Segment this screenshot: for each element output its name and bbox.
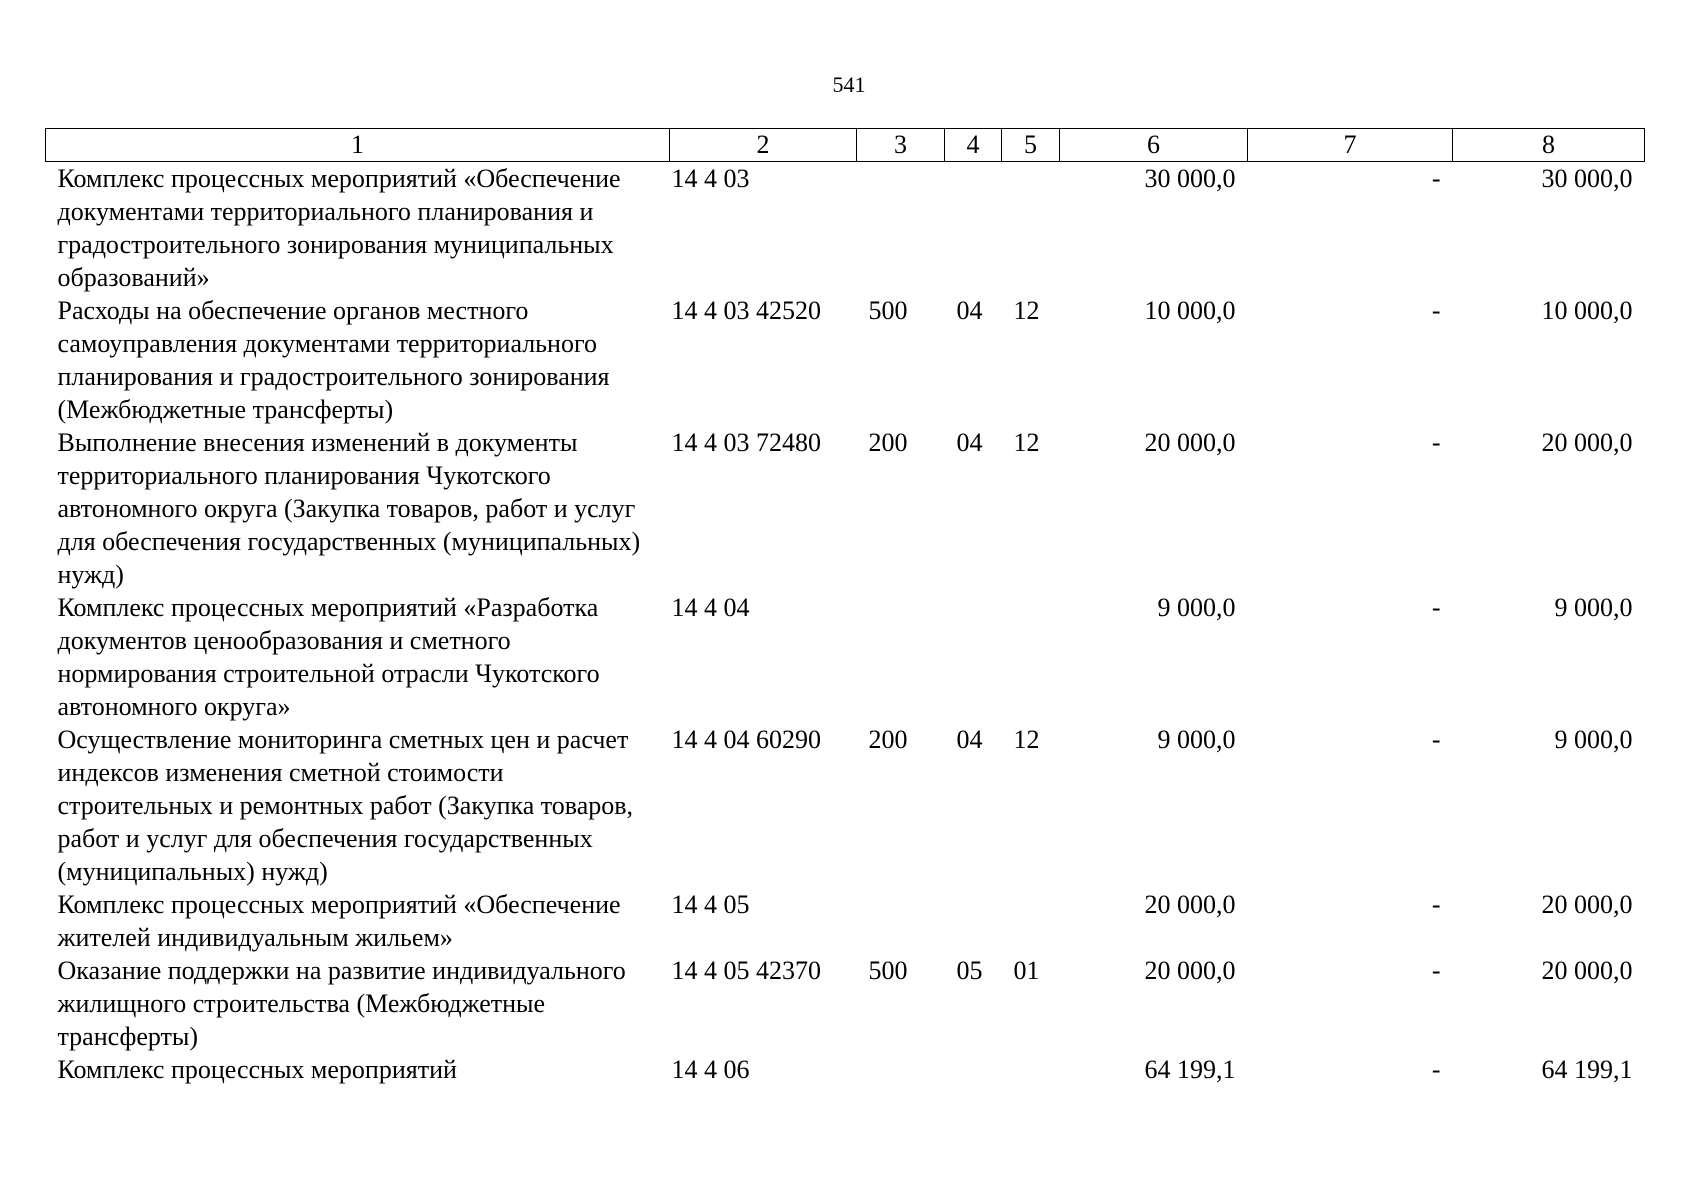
column-header-5: 5 — [1002, 129, 1060, 162]
row-col-6: 9 000,0 — [1157, 725, 1236, 754]
row-col-5: 12 — [1013, 725, 1040, 754]
row-col-6: 30 000,0 — [1144, 164, 1236, 193]
row-col-8: 10 000,0 — [1541, 296, 1633, 325]
row-col-6: 20 000,0 — [1144, 890, 1236, 919]
row-col-5 — [1002, 162, 1060, 295]
row-col-3: 500 — [868, 296, 908, 325]
page-number: 541 — [832, 72, 866, 97]
row-col-6: 20 000,0 — [1144, 428, 1236, 457]
table-row — [46, 723, 1645, 888]
row-col-7: - — [1431, 1055, 1441, 1084]
row-code: 14 4 05 — [671, 890, 750, 919]
row-col-7: - — [1431, 890, 1441, 919]
row-col-4 — [945, 888, 1002, 954]
row-name: Комплекс процессных мероприятий «Обеспечение жителей индивидуальным жильем» — [57, 890, 621, 952]
row-col-8: 20 000,0 — [1541, 890, 1633, 919]
table-row — [46, 162, 1645, 295]
row-name: Комплекс процессных мероприятий «Разработка документов ценообразования и сметного нормирования строительной отрасли Чукотского автономного округа» — [57, 593, 600, 721]
row-name: Осуществление мониторинга сметных цен и расчет индексов изменения сметной стоимости строительных и ремонтных работ (Закупка товаров, работ и услуг для обеспечения государственных (муниципальных) нужд) — [57, 725, 634, 886]
row-col-6: 64 199,1 — [1144, 1055, 1236, 1084]
row-col-3 — [857, 591, 945, 723]
row-col-4 — [945, 1053, 1002, 1086]
row-col-8: 20 000,0 — [1541, 428, 1633, 457]
column-header-1: 1 — [46, 129, 670, 162]
row-name: Оказание поддержки на развитие индивидуального жилищного строительства (Межбюджетные трансферты) — [57, 956, 626, 1051]
column-header-4: 4 — [945, 129, 1002, 162]
row-code: 14 4 04 60290 — [671, 725, 821, 754]
row-col-3 — [857, 162, 945, 295]
row-col-4: 04 — [956, 428, 983, 457]
row-col-7: - — [1431, 296, 1441, 325]
row-name: Выполнение внесения изменений в документы территориального планирования Чукотского автономного округа (Закупка товаров, работ и услуг для обеспечения государственных (муниципальных) нужд) — [57, 428, 641, 589]
row-code: 14 4 05 42370 — [671, 956, 821, 985]
row-col-6: 20 000,0 — [1144, 956, 1236, 985]
row-col-8: 20 000,0 — [1541, 956, 1633, 985]
table-row — [46, 591, 1645, 723]
row-col-4: 04 — [956, 296, 983, 325]
row-col-6: 9 000,0 — [1157, 593, 1236, 622]
row-col-7: - — [1431, 725, 1441, 754]
row-col-3 — [857, 1053, 945, 1086]
row-col-5 — [1002, 1053, 1060, 1086]
table-row — [46, 954, 1645, 1053]
row-col-8: 30 000,0 — [1541, 164, 1633, 193]
row-col-5: 12 — [1013, 428, 1040, 457]
budget-table — [45, 128, 1645, 1086]
row-col-3: 200 — [868, 725, 908, 754]
row-col-3 — [857, 888, 945, 954]
row-col-5: 01 — [1013, 956, 1040, 985]
row-code: 14 4 04 — [671, 593, 750, 622]
row-col-5: 12 — [1013, 296, 1040, 325]
row-col-8: 9 000,0 — [1554, 593, 1633, 622]
row-col-6: 10 000,0 — [1144, 296, 1236, 325]
table-row — [46, 1053, 1645, 1086]
column-header-6: 6 — [1060, 129, 1248, 162]
row-col-8: 64 199,1 — [1541, 1055, 1633, 1084]
row-col-4 — [945, 591, 1002, 723]
row-col-7: - — [1431, 593, 1441, 622]
column-header-3: 3 — [857, 129, 945, 162]
row-col-4: 05 — [956, 956, 983, 985]
column-header-8: 8 — [1453, 129, 1645, 162]
row-name: Расходы на обеспечение органов местного самоуправления документами территориального планирования и градостроительного зонирования (Межбюджетные трансферты) — [57, 296, 610, 424]
row-code: 14 4 03 — [671, 164, 750, 193]
table-row — [46, 294, 1645, 426]
row-col-4: 04 — [956, 725, 983, 754]
row-code: 14 4 06 — [671, 1055, 750, 1084]
row-col-5 — [1002, 888, 1060, 954]
row-col-7: - — [1431, 428, 1441, 457]
table-row — [46, 888, 1645, 954]
row-col-3: 500 — [868, 956, 908, 985]
header-row — [46, 129, 1645, 162]
row-col-7: - — [1431, 164, 1441, 193]
row-col-5 — [1002, 591, 1060, 723]
row-code: 14 4 03 72480 — [671, 428, 821, 457]
table-row — [46, 426, 1645, 591]
row-code: 14 4 03 42520 — [671, 296, 821, 325]
row-name: Комплекс процессных мероприятий — [57, 1055, 457, 1084]
column-header-7: 7 — [1248, 129, 1453, 162]
row-col-3: 200 — [868, 428, 908, 457]
column-header-2: 2 — [670, 129, 857, 162]
row-name: Комплекс процессных мероприятий «Обеспечение документами территориального планирования и градостроительного зонирования муниципальных образований» — [57, 164, 621, 292]
row-col-4 — [945, 162, 1002, 295]
row-col-8: 9 000,0 — [1554, 725, 1633, 754]
row-col-7: - — [1431, 956, 1441, 985]
